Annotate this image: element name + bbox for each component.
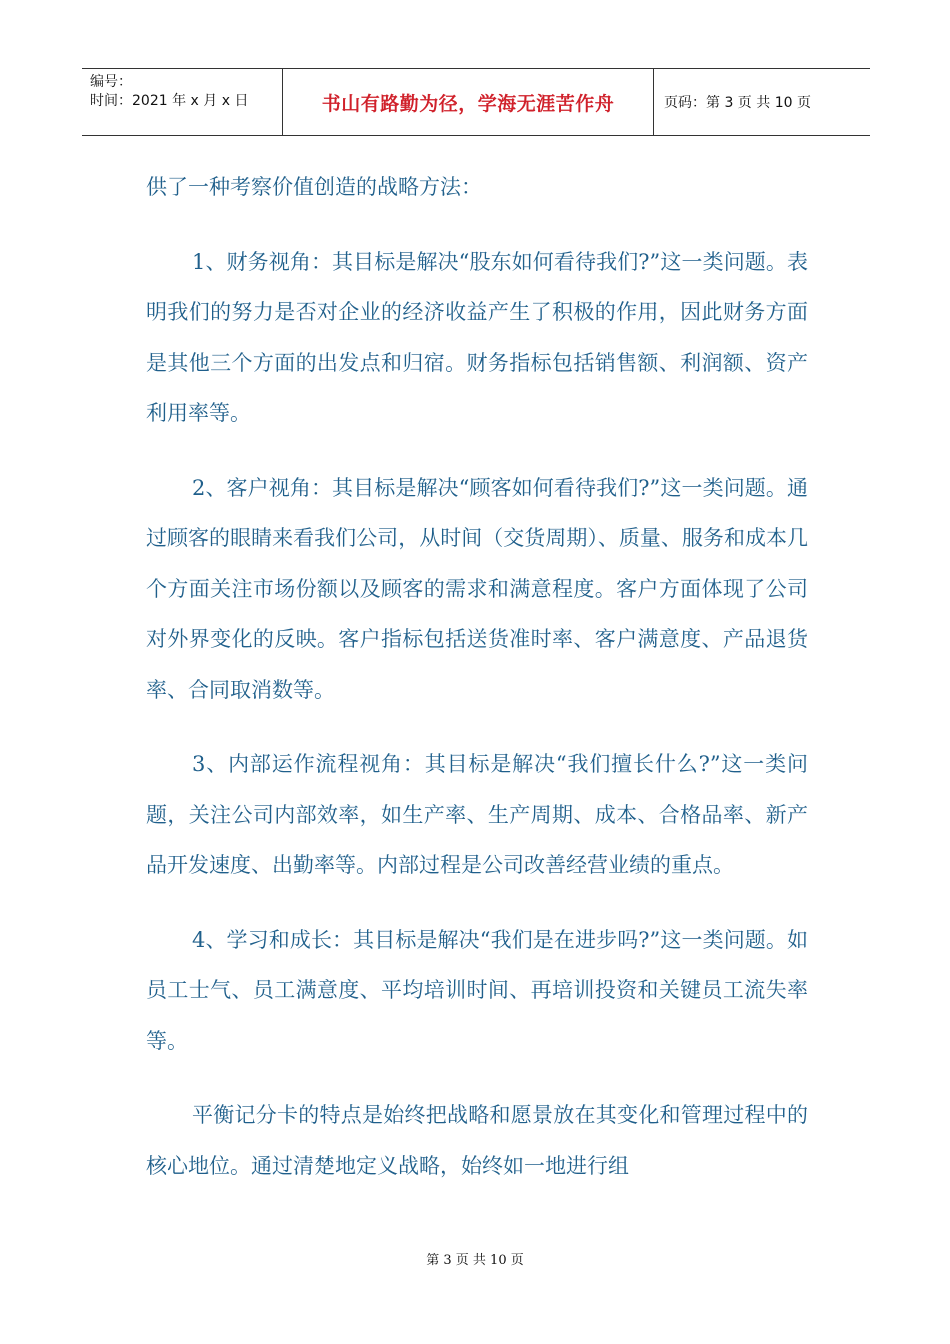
paragraph-scorecard-features: 平衡记分卡的特点是始终把战略和愿景放在其变化和管理过程中的核心地位。通过清楚地定义战略，始终如一地进行组	[146, 1103, 808, 1178]
page-header	[82, 68, 870, 136]
paragraph-intro-continuation: 供了一种考察价值创造的战略方法：	[146, 175, 482, 199]
header-page-number: 页码：第 3 页 共 10 页	[664, 95, 811, 111]
document-time-label: 时间：2021 年 x 月 x 日	[90, 93, 249, 109]
header-motto-cell	[282, 69, 654, 135]
paragraph-learning-growth-perspective: 4、学习和成长：其目标是解决“我们是在进步吗?”这一类问题。如员工士气、员工满意度、平均培训时间、再培训投资和关键员工流失率等。	[146, 927, 808, 1053]
document-body	[146, 162, 808, 1215]
paragraph-financial-perspective: 1、财务视角：其目标是解决“股东如何看待我们?”这一类问题。表明我们的努力是否对企业的经济收益产生了积极的作用，因此财务方面是其他三个方面的出发点和归宿。财务指标包括销售额、利润额、资产利用率等。	[146, 249, 808, 425]
header-motto: 书山有路勤为径，学海无涯苦作舟	[321, 92, 615, 115]
header-meta	[82, 69, 282, 135]
paragraph-customer-perspective: 2、客户视角：其目标是解决“顾客如何看待我们?”这一类问题。通过顾客的眼睛来看我们公司，从时间（交货周期）、质量、服务和成本几个方面关注市场份额以及顾客的需求和满意程度。客户方面体现了公司对外界变化的反映。客户指标包括送货准时率、客户满意度、产品退货率、合同取消数等。	[146, 475, 808, 702]
header-page-cell	[654, 69, 870, 135]
page-footer: 第 3 页 共 10 页	[426, 1253, 524, 1268]
document-number-label: 编号：	[90, 74, 132, 90]
paragraph-internal-process-perspective: 3、内部运作流程视角：其目标是解决“我们擅长什么?”这一类问题，关注公司内部效率，如生产率、生产周期、成本、合格品率、新产品开发速度、出勤率等。内部过程是公司改善经营业绩的重点。	[146, 752, 808, 877]
